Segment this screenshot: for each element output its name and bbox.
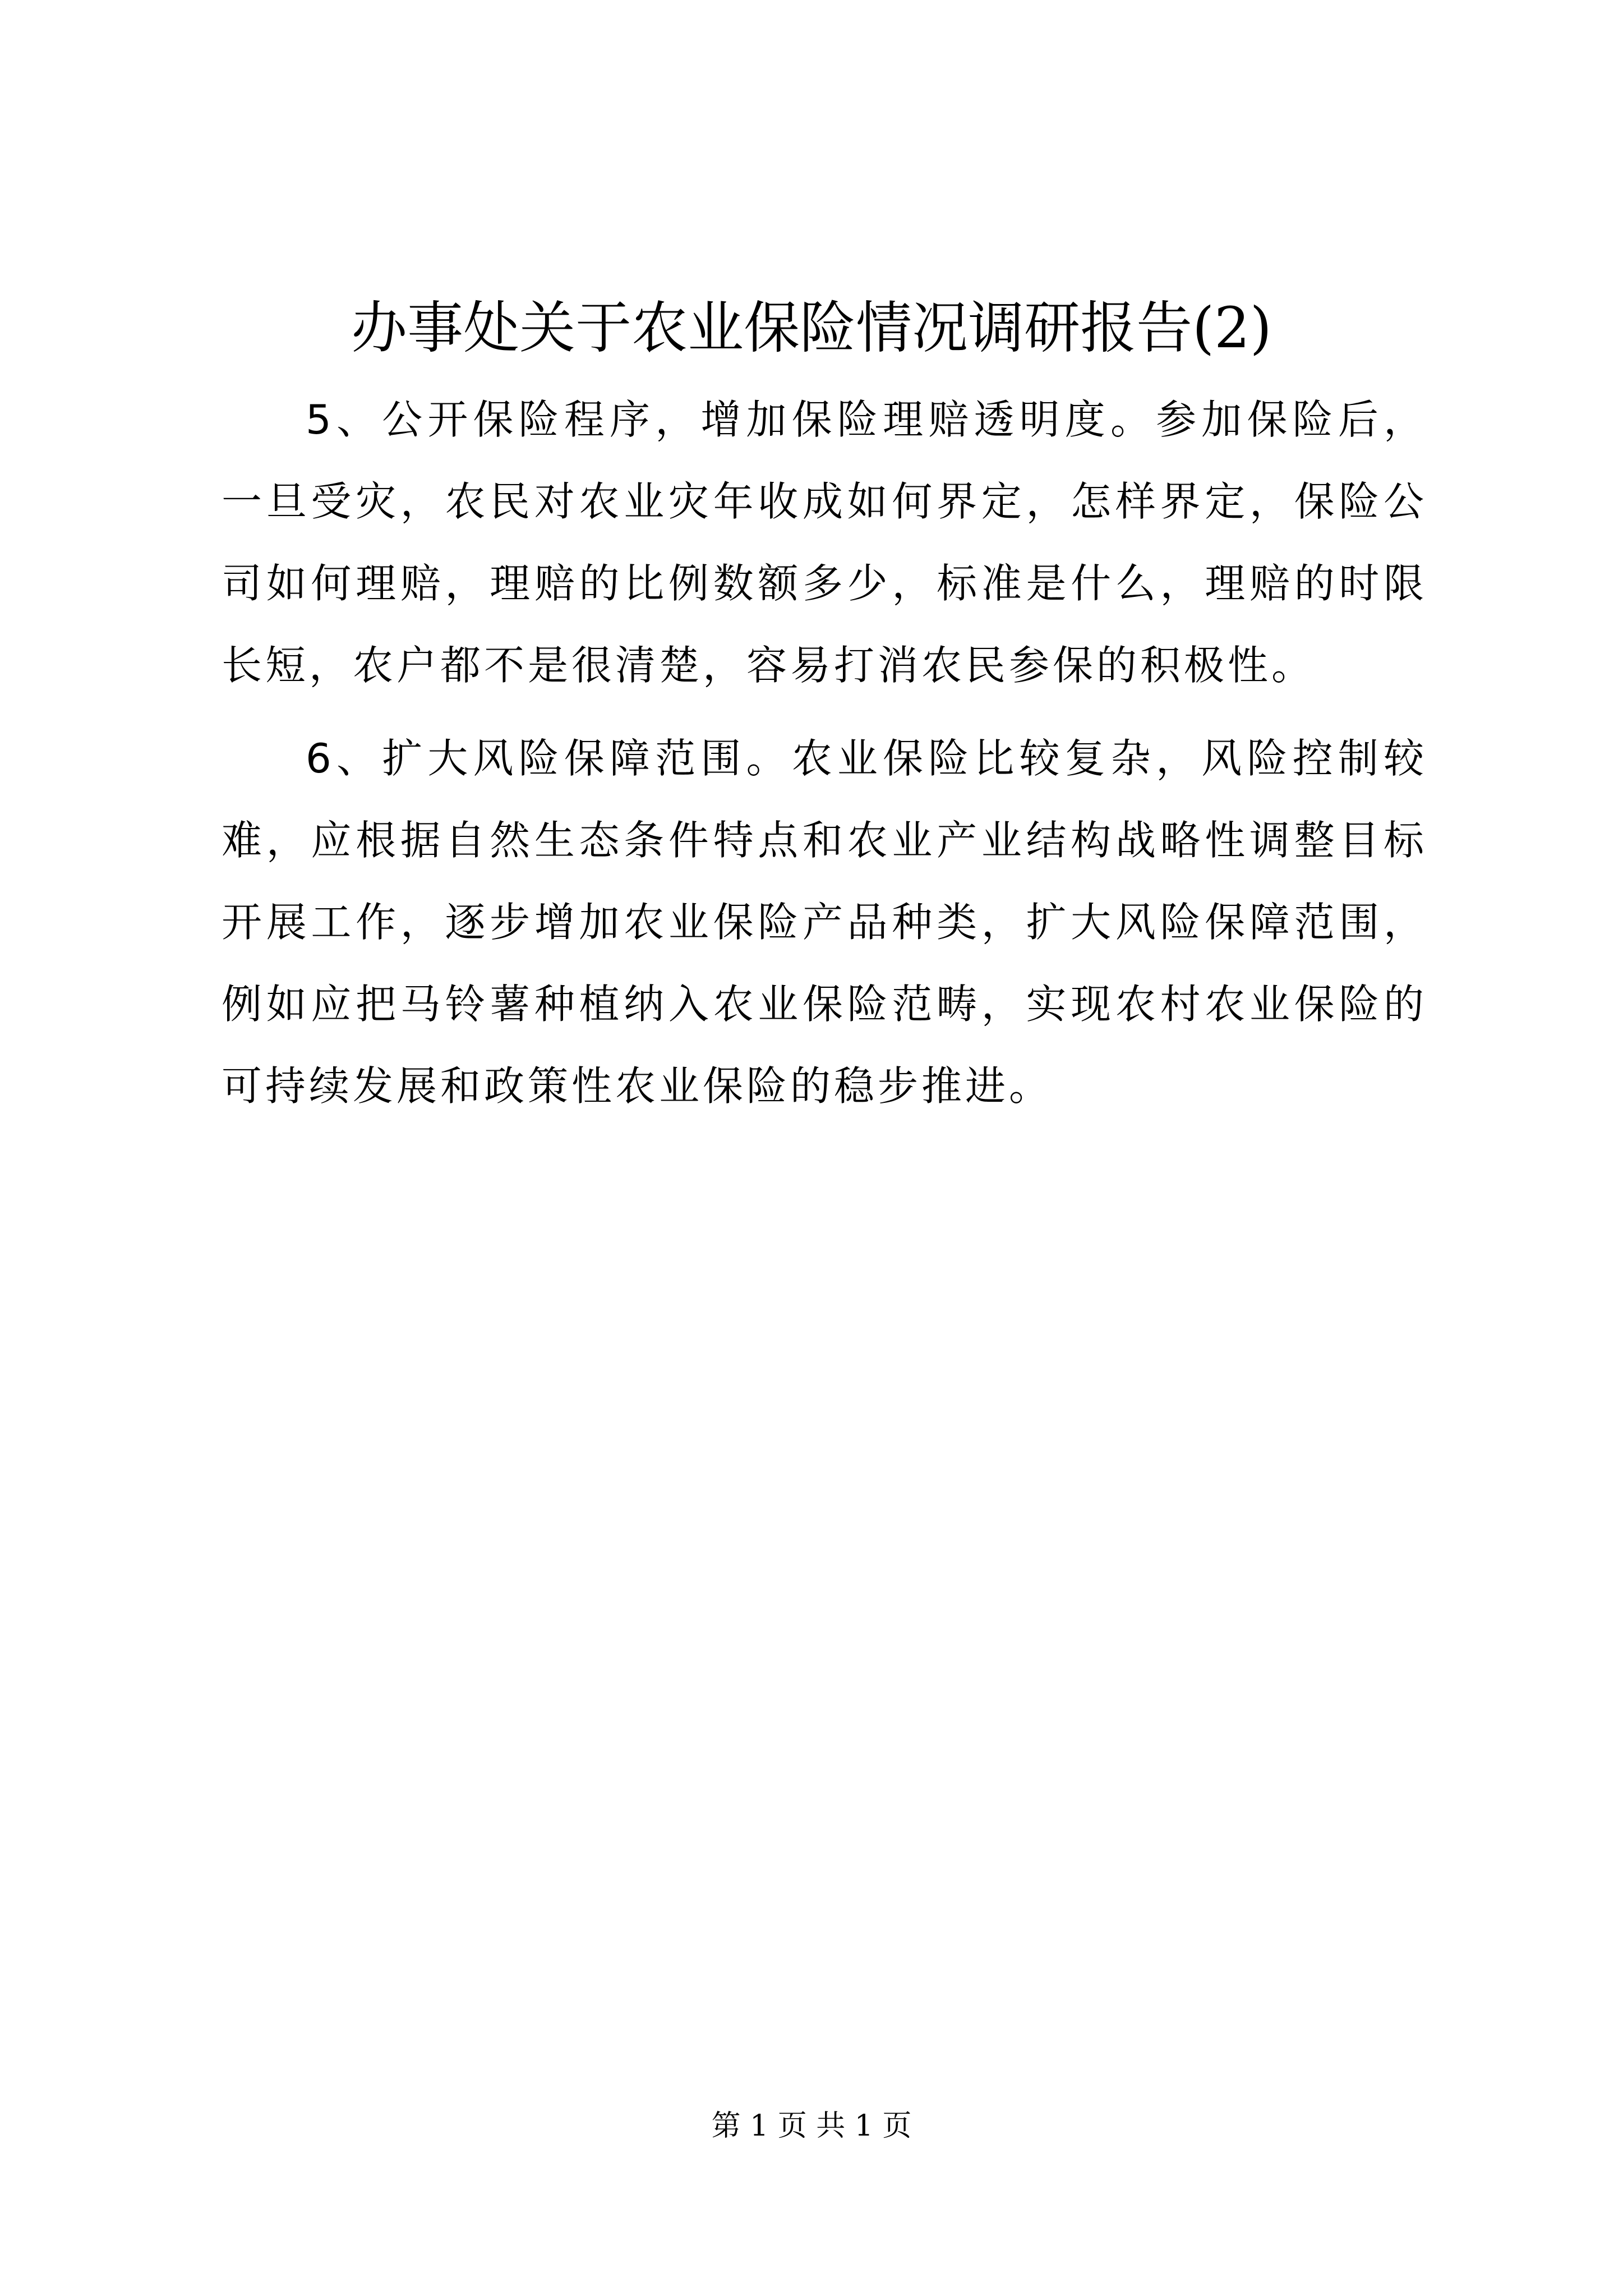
page-footer: 第 1 页 共 1 页 — [711, 2109, 912, 2143]
document-title: 办事处关于农业保险情况调研报告(2) — [351, 295, 1272, 361]
paragraph-5: 5、公开保险程序，增加保险理赔透明度。参加保险后，一旦受灾，农民对农业灾年收成如何界定，怎样界定，保险公司如何理赔，理赔的比例数额多少，标准是什么，理赔的时限长短，农户都不是很清楚，容易打消农民参保的积极性。 — [222, 396, 1427, 689]
document-body — [222, 379, 1427, 1127]
paragraph-6: 6、扩大风险保障范围。农业保险比较复杂，风险控制较难，应根据自然生态条件特点和农业产业结构战略性调整目标开展工作，逐步增加农业保险产品种类，扩大风险保障范围，例如应把马铃薯种植纳入农业保险范畴，实现农村农业保险的可持续发展和政策性农业保险的稳步推进。 — [222, 735, 1427, 1110]
